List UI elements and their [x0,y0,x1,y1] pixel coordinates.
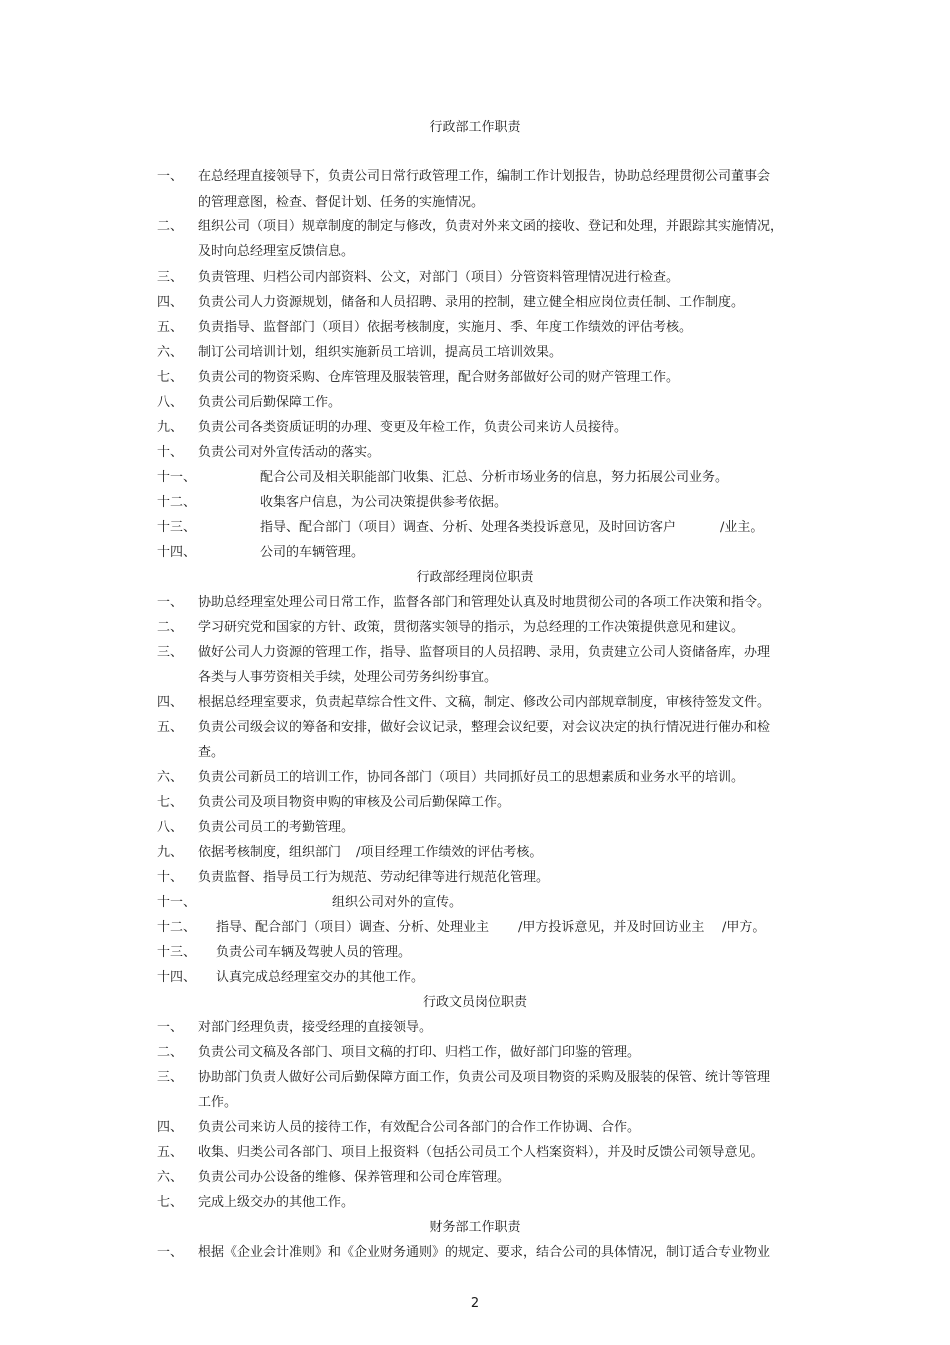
item-number: 十四、 [157,545,197,560]
item-continuation: 及时向总经理室反馈信息。 [198,244,355,259]
item-number: 一、 [157,1245,184,1260]
list-item [0,645,950,661]
item-text: 负责监督、指导员工行为规范、劳动纪律等进行规范化管理。 [198,870,550,885]
item-number: 五、 [157,1145,184,1160]
list-item [0,1045,950,1061]
item-text-tail: /甲方。 [722,920,766,935]
item-number: 八、 [157,395,184,410]
item-text: 负责公司各类资质证明的办理、变更及年检工作，负责公司来访人员接待。 [198,420,628,435]
section-title-finance-dept: 财务部工作职责 [429,1220,521,1235]
item-number: 三、 [157,270,184,285]
item-number: 二、 [157,1045,184,1060]
item-text: 负责公司人力资源规划，储备和人员招聘、录用的控制，建立健全相应岗位责任制、工作制度。 [198,295,745,310]
list-item [0,620,950,636]
item-number: 一、 [157,595,184,610]
item-number: 九、 [157,420,184,435]
item-number: 十、 [157,445,184,460]
list-item [0,1170,950,1186]
list-item [0,695,950,711]
section-title-admin-clerk: 行政文员岗位职责 [422,995,527,1010]
list-item [0,920,950,936]
list-item [0,845,950,861]
item-number: 一、 [157,169,184,184]
item-text: 公司的车辆管理。 [260,545,365,560]
page-number: 2 [470,1296,480,1311]
item-number: 十一、 [157,895,197,910]
item-number: 二、 [157,620,184,635]
item-text-tail: /业主。 [720,520,764,535]
item-number: 十一、 [157,470,197,485]
item-number: 四、 [157,295,184,310]
item-number: 二、 [157,219,184,234]
list-item [0,970,950,986]
item-text: 完成上级交办的其他工作。 [198,1195,355,1210]
item-text: 做好公司人力资源的管理工作，指导、监督项目的人员招聘、录用，负责建立公司人资储备库，办理 [198,645,771,660]
item-number: 六、 [157,770,184,785]
item-number: 六、 [157,1170,184,1185]
item-text: 依据考核制度，组织部门 [198,845,342,860]
item-continuation: 的管理意图，检查、督促计划、任务的实施情况。 [198,195,485,210]
list-item [0,870,950,886]
item-text: 协助部门负责人做好公司后勤保障方面工作，负责公司及项目物资的采购及服装的保管、统计等管理 [198,1070,771,1085]
item-number: 十三、 [157,945,197,960]
item-text: 负责公司员工的考勤管理。 [198,820,355,835]
item-number: 三、 [157,1070,184,1085]
item-number: 三、 [157,645,184,660]
list-item [0,219,950,235]
list-item [0,470,950,486]
list-item [0,370,950,386]
item-number: 四、 [157,1120,184,1135]
item-text: 负责公司来访人员的接待工作，有效配合公司各部门的合作工作协调、合作。 [198,1120,641,1135]
list-item [0,1245,950,1261]
item-text: 指导、配合部门（项目）调查、分析、处理业主 [216,920,490,935]
list-item [0,495,950,511]
item-text: 根据总经理室要求，负责起草综合性文件、文稿，制定、修改公司内部规章制度，审核待签发文件。 [198,695,771,710]
list-item [0,795,950,811]
item-number: 七、 [157,1195,184,1210]
list-item [0,945,950,961]
item-text: 收集、归类公司各部门、项目上报资料（包括公司员工个人档案资料），并及时反馈公司领导意见。 [198,1145,764,1160]
list-item [0,770,950,786]
list-item [0,545,950,561]
item-text: 负责公司对外宣传活动的落实。 [198,445,381,460]
item-text: 负责公司及项目物资申购的审核及公司后勤保障工作。 [198,795,511,810]
list-item [0,169,950,185]
item-text: 在总经理直接领导下，负责公司日常行政管理工作，编制工作计划报告，协助总经理贯彻公司董事会 [198,169,771,184]
item-number: 十三、 [157,520,197,535]
list-item [0,345,950,361]
item-text: 负责公司级会议的筹备和安排，做好会议记录，整理会议纪要，对会议决定的执行情况进行催办和检 [198,720,771,735]
item-number: 七、 [157,370,184,385]
item-text: 负责指导、监督部门（项目）依据考核制度，实施月、季、年度工作绩效的评估考核。 [198,320,693,335]
item-text: 指导、配合部门（项目）调查、分析、处理各类投诉意见，及时回访客户 [260,520,677,535]
item-number: 十四、 [157,970,197,985]
item-number: 五、 [157,720,184,735]
list-item [0,445,950,461]
item-number: 十二、 [157,920,197,935]
item-text: 对部门经理负责，接受经理的直接领导。 [198,1020,433,1035]
list-item [0,295,950,311]
item-number: 八、 [157,820,184,835]
list-item [0,270,950,286]
item-text: 收集客户信息，为公司决策提供参考依据。 [260,495,508,510]
item-text: 负责公司文稿及各部门、项目文稿的打印、归档工作，做好部门印鉴的管理。 [198,1045,641,1060]
item-continuation: 各类与人事劳资相关手续，处理公司劳务纠纷事宜。 [198,670,498,685]
item-continuation: 工作。 [198,1095,238,1110]
list-item [0,595,950,611]
list-item [0,420,950,436]
list-item [0,895,950,911]
item-number: 九、 [157,845,184,860]
item-text: 制订公司培训计划，组织实施新员工培训，提高员工培训效果。 [198,345,563,360]
list-item [0,820,950,836]
list-item [0,1195,950,1211]
item-text-tail: /项目经理工作绩效的评估考核。 [356,845,543,860]
item-text: 负责公司新员工的培训工作，协同各部门（项目）共同抓好员工的思想素质和业务水平的培训。 [198,770,745,785]
item-number: 六、 [157,345,184,360]
item-text: 负责公司办公设备的维修、保养管理和公司仓库管理。 [198,1170,511,1185]
item-text: 配合公司及相关职能部门收集、汇总、分析市场业务的信息，努力拓展公司业务。 [260,470,729,485]
item-text: 认真完成总经理室交办的其他工作。 [216,970,425,985]
list-item [0,520,950,536]
item-text: 根据《企业会计准则》和《企业财务通则》的规定、要求，结合公司的具体情况，制订适合专业物业 [198,1245,771,1260]
item-number: 四、 [157,695,184,710]
item-number: 一、 [157,1020,184,1035]
section-title-admin-dept: 行政部工作职责 [429,120,521,135]
item-text: 组织公司（项目）规章制度的制定与修改，负责对外来文函的接收、登记和处理，并跟踪其实施情况， [198,219,784,234]
item-number: 七、 [157,795,184,810]
item-text: 学习研究党和国家的方针、政策，贯彻落实领导的指示，为总经理的工作决策提供意见和建议。 [198,620,745,635]
list-item [0,1070,950,1086]
list-item [0,1145,950,1161]
item-text: 负责公司后勤保障工作。 [198,395,342,410]
list-item [0,320,950,336]
item-number: 十二、 [157,495,197,510]
item-text: 负责管理、归档公司内部资料、公文，对部门（项目）分管资料管理情况进行检查。 [198,270,680,285]
item-text: 负责公司的物资采购、仓库管理及服装管理，配合财务部做好公司的财产管理工作。 [198,370,680,385]
item-text-tail: /甲方投诉意见，并及时回访业主 [518,920,705,935]
item-number: 五、 [157,320,184,335]
item-text: 负责公司车辆及驾驶人员的管理。 [216,945,412,960]
item-text: 组织公司对外的宣传。 [332,895,463,910]
section-title-admin-manager: 行政部经理岗位职责 [416,570,534,585]
list-item [0,720,950,736]
list-item [0,1120,950,1136]
item-continuation: 查。 [198,745,225,760]
list-item [0,1020,950,1036]
item-number: 十、 [157,870,184,885]
list-item [0,395,950,411]
item-text: 协助总经理室处理公司日常工作，监督各部门和管理处认真及时地贯彻公司的各项工作决策和指令。 [198,595,771,610]
